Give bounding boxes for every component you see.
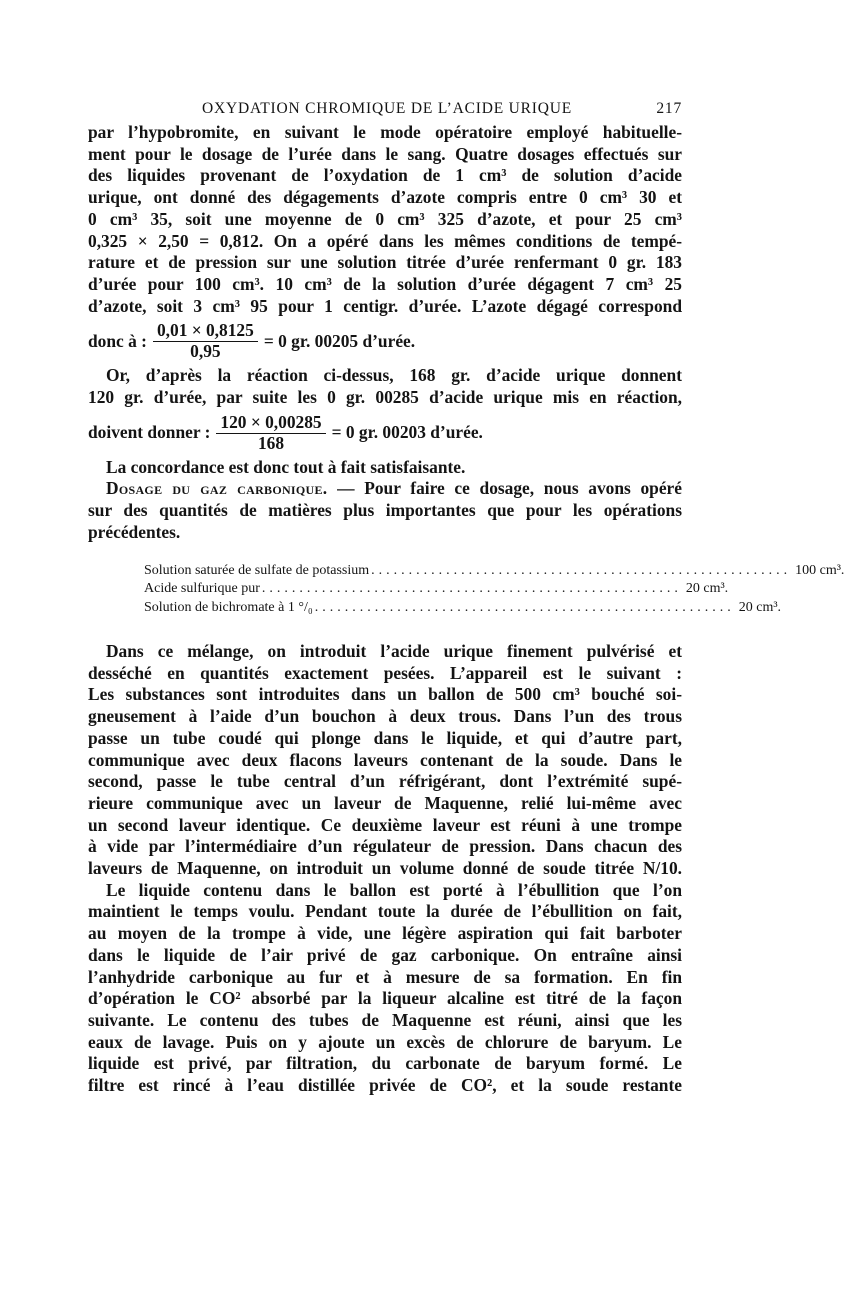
paragraph-reaction [88, 365, 682, 408]
reagent-label: Acide sulfurique pur [144, 581, 260, 597]
formula-expected-urea [88, 409, 682, 457]
formula-nitrogen-urea [88, 317, 682, 365]
leader-dots: ........................................................ [261, 581, 682, 597]
fraction-denominator: 168 [257, 432, 285, 453]
text-line: dans le liquide de l’air privé de gaz carbonique. On entraîne ainsi [88, 944, 682, 965]
fraction-numerator: 120 × 0,00285 [216, 413, 325, 434]
text-line: ment pour le dosage de l’urée dans le sang. Quatre dosages effectués sur [88, 143, 682, 164]
text-line: laveurs de Maquenne, on introduit un volume donné de soude titrée N/10. [88, 858, 682, 879]
running-header [88, 96, 682, 122]
text-line: sur des quantités de matières plus importantes que pour les opérations [88, 500, 682, 521]
reagent-row [144, 562, 845, 581]
reagent-volume: 20 cm³. [685, 581, 729, 597]
paragraph-concordance [88, 457, 682, 479]
page-number: 217 [656, 100, 682, 117]
reagent-label: Solution saturée de sulfate de potassium [144, 562, 370, 578]
formula-result: = 0 gr. 00205 d’urée. [263, 330, 416, 351]
paragraph-apparatus [88, 641, 682, 880]
text-line: d’opération le CO² absorbé par la liqueur alcaline est titré de la façon [88, 988, 682, 1009]
text-line: La concordance est donc tout à fait satisfaisante. [106, 456, 466, 477]
fraction-denominator: 0,95 [190, 341, 221, 362]
fraction [216, 413, 325, 453]
reagent-volume: 100 cm³. [795, 562, 845, 578]
text-line: d’azote, soit 3 cm³ 95 pour 1 centigr. d’urée. L’azote dégagé correspond [88, 295, 682, 316]
book-page [88, 96, 845, 1097]
text-line [88, 478, 682, 500]
section-co2-dosage [88, 478, 682, 543]
text-line: au moyen de la trompe à vide, une légère aspiration qui fait barboter [88, 923, 682, 944]
text-line: Les substances sont introduites dans un ballon de 500 cm³ bouché soi- [88, 684, 682, 705]
reagent-label: Solution de bichromate à 1 °/₀ [144, 599, 313, 615]
fraction-numerator: 0,01 × 0,8125 [153, 321, 258, 342]
reagent-list [144, 562, 845, 618]
text-line: d’urée pour 100 cm³. 10 cm³ de la solution d’urée dégagent 7 cm³ 25 [88, 273, 682, 294]
text-line: un second laveur identique. Ce deuxième laveur est réuni à une trompe [88, 814, 682, 835]
text-line: des liquides provenant de l’oxydation de 1 cm³ de solution d’acide [88, 165, 682, 186]
running-title: OXYDATION CHROMIQUE DE L’ACIDE URIQUE [202, 100, 573, 117]
reagent-volume: 20 cm³. [738, 599, 782, 615]
spacer [88, 617, 682, 641]
text-line: l’anhydride carbonique au fur et à mesure de sa formation. En fin [88, 966, 682, 987]
section-heading: Dosage du gaz carbonique. [106, 478, 328, 499]
paragraph-hypobromite [88, 122, 682, 317]
text-line: eaux de lavage. Puis on y ajoute un excès de chlorure de baryum. Le [88, 1031, 682, 1052]
text-line: communique avec deux flacons laveurs contenant de la soude. Dans le [88, 749, 682, 770]
text-line: Or, d’après la réaction ci-dessus, 168 gr. d’acide urique donnent [106, 365, 682, 386]
reagent-row [144, 599, 782, 618]
formula-prefix: doivent donner : [88, 422, 211, 443]
formula-result: = 0 gr. 00203 d’urée. [331, 422, 483, 443]
text-line: desséché en quantités exactement pesées. L’appareil est le suivant : [88, 662, 682, 683]
text-line: passe un tube coudé qui plonge dans le liquide, et qui d’autre part, [88, 727, 682, 748]
text-line: rieure communique avec un laveur de Maquenne, relié lui-même avec [88, 792, 682, 813]
text-line: filtre est rincé à l’eau distillée privée de CO², et la soude restante [88, 1075, 682, 1096]
text-line: liquide est privé, par filtration, du carbonate de baryum formé. Le [88, 1053, 682, 1074]
leader-dots: ........................................................ [314, 599, 735, 615]
text-line: Le liquide contenu dans le ballon est porté à l’ébullition que l’on [106, 879, 682, 900]
text-line: par l’hypobromite, en suivant le mode opératoire employé habituelle- [88, 122, 682, 142]
text-line: précédentes. [88, 521, 181, 542]
text-line: Dans ce mélange, on introduit l’acide urique finement pulvérisé et [106, 641, 682, 662]
text-line: 0 cm³ 35, soit une moyenne de 0 cm³ 325 d’azote, et pour 25 cm³ [88, 208, 682, 229]
text-line: 120 gr. d’urée, par suite les 0 gr. 00285 d’acide urique mis en réaction, [88, 387, 682, 408]
section-intro: — Pour faire ce dosage, nous avons opéré [337, 478, 682, 499]
text-line: suivante. Le contenu des tubes de Maquenne est réuni, ainsi que les [88, 1010, 682, 1030]
text-line: second, passe le tube central d’un réfrigérant, dont l’extrémité supé- [88, 771, 682, 792]
text-line: urique, ont donné des dégagements d’azote compris entre 0 cm³ 30 et [88, 187, 682, 208]
paragraph-boiling [88, 880, 682, 1097]
text-line: à vide par l’intermédiaire d’un régulateur de pression. Dans chacun des [88, 836, 682, 857]
text-line: gneusement à l’aide d’un bouchon à deux trous. Dans l’un des trous [88, 706, 682, 727]
text-line: 0,325 × 2,50 = 0,812. On a opéré dans les mêmes conditions de tempé- [88, 230, 682, 251]
formula-prefix: donc à : [88, 330, 147, 351]
fraction [153, 321, 258, 361]
reagent-row [144, 580, 729, 599]
leader-dots: ........................................................ [371, 562, 792, 578]
text-line: rature et de pression sur une solution titrée d’urée renfermant 0 gr. 183 [88, 252, 682, 273]
text-line: maintient le temps voulu. Pendant toute la durée de l’ébullition on fait, [88, 901, 682, 922]
